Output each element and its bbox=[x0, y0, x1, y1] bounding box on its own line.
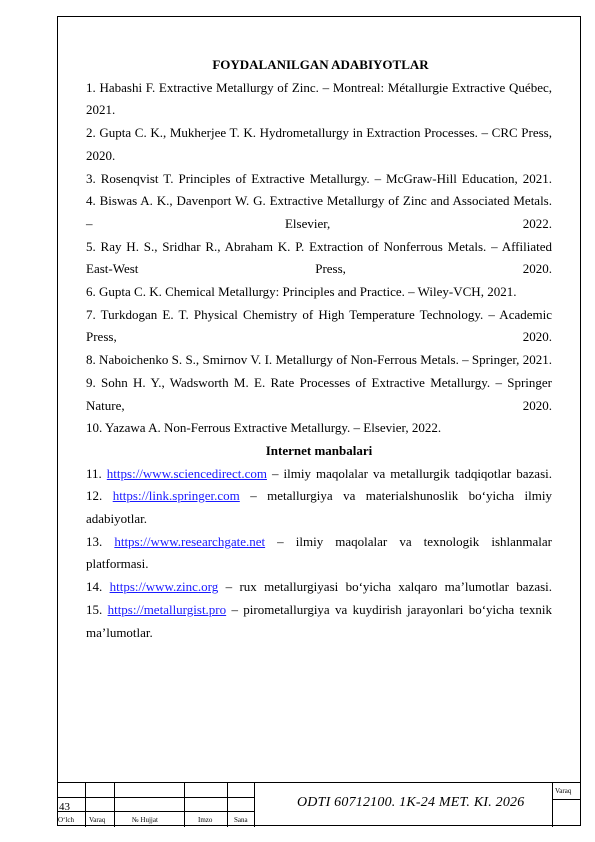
stamp-label-varaq-right: Varaq bbox=[555, 787, 572, 795]
item-description: – ilmiy maqolalar va texnologik ishlanmalar platformasi. bbox=[86, 533, 552, 572]
reference-item: 10. Yazawa A. Non-Ferrous Extractive Metallurgy. – Elsevier, 2022. bbox=[86, 420, 442, 436]
reference-item: 8. Naboichenko S. S., Smirnov V. I. Metallurgy of Non-Ferrous Metals. – Springer, 2021. bbox=[86, 352, 552, 368]
internet-item bbox=[86, 599, 552, 644]
link-metallurgist[interactable]: https://metallurgist.pro bbox=[107, 601, 227, 617]
title-block bbox=[57, 782, 581, 827]
item-description: – ilmiy maqolalar va metallurgik tadqiqotlar bazasi. bbox=[266, 465, 552, 481]
internet-item bbox=[86, 485, 552, 530]
internet-heading: Internet manbalari bbox=[265, 442, 373, 458]
item-number: 12. bbox=[86, 488, 103, 504]
stamp-label-varaq: Varaq bbox=[89, 816, 106, 824]
item-number: 15. bbox=[86, 601, 103, 617]
link-researchgate[interactable]: https://www.researchgate.net bbox=[114, 533, 266, 549]
reference-item: 3. Rosenqvist T. Principles of Extractive Metallurgy. – McGraw-Hill Education, 2021. bbox=[86, 170, 552, 186]
item-number: 14. bbox=[86, 579, 103, 595]
item-description: – rux metallurgiyasi bo‘yicha xalqaro ma’lumotlar bazasi. bbox=[218, 579, 553, 595]
page-number: 43 bbox=[59, 801, 70, 813]
page-title: FOYDALANILGAN ADABIYOTLAR bbox=[212, 57, 429, 72]
stamp-cell bbox=[185, 798, 228, 812]
internet-item bbox=[86, 463, 552, 486]
stamp-cell bbox=[86, 798, 115, 812]
internet-item bbox=[86, 576, 552, 599]
stamp-label-olch: O‘lch bbox=[58, 816, 74, 824]
item-number: 13. bbox=[86, 533, 103, 549]
link-springer[interactable]: https://link.springer.com bbox=[112, 488, 240, 504]
reference-item: 9. Sohn H. Y., Wadsworth M. E. Rate Processes of Extractive Metallurgy. – Springer Nature, 2020. bbox=[86, 374, 552, 413]
stamp-label-sana: Sana bbox=[234, 816, 248, 824]
reference-item: 2. Gupta C. K., Mukherjee T. K. Hydrometallurgy in Extraction Processes. – CRC Press, 2020. bbox=[86, 125, 552, 163]
stamp-cell bbox=[115, 783, 185, 798]
document-body bbox=[86, 54, 552, 644]
link-zinc[interactable]: https://www.zinc.org bbox=[109, 579, 219, 595]
internet-item bbox=[86, 531, 552, 576]
reference-item: 6. Gupta C. K. Chemical Metallurgy: Principles and Practice. – Wiley-VCH, 2021. bbox=[86, 284, 517, 300]
stamp-label-imzo: Imzo bbox=[198, 816, 213, 824]
stamp-cell bbox=[185, 783, 228, 798]
reference-item: 5. Ray H. S., Sridhar R., Abraham K. P. Extraction of Nonferrous Metals. – Affiliated East-West Press, 2020. bbox=[86, 238, 552, 277]
stamp-cell bbox=[57, 783, 86, 798]
stamp-cell bbox=[115, 798, 185, 812]
reference-item: 7. Turkdogan E. T. Physical Chemistry of High Temperature Technology. – Academic Press, 2020. bbox=[86, 306, 552, 345]
item-description: – pirometallurgiya va kuydirish jarayonlari bo‘yicha texnik ma’lumotlar. bbox=[86, 601, 552, 640]
item-description: – metallurgiya va materialshunoslik bo‘yicha ilmiy adabiyotlar. bbox=[86, 488, 552, 527]
stamp-cell bbox=[228, 798, 255, 812]
reference-item: 1. Habashi F. Extractive Metallurgy of Zinc. – Montreal: Métallurgie Extractive Québec, 2021. bbox=[86, 79, 552, 118]
reference-item: 4. Biswas A. K., Davenport W. G. Extractive Metallurgy of Zinc and Associated Metals. – Elsevier, 2022. bbox=[86, 193, 552, 231]
stamp-cell bbox=[228, 783, 255, 798]
stamp-label-hujjat: № Hujjat bbox=[132, 816, 158, 824]
link-sciencedirect[interactable]: https://www.sciencedirect.com bbox=[106, 465, 267, 481]
document-code: ODTI 60712100. 1K-24 MET. KI. 2026 bbox=[297, 795, 525, 810]
stamp-cell bbox=[86, 783, 115, 798]
item-number: 11. bbox=[86, 465, 102, 481]
